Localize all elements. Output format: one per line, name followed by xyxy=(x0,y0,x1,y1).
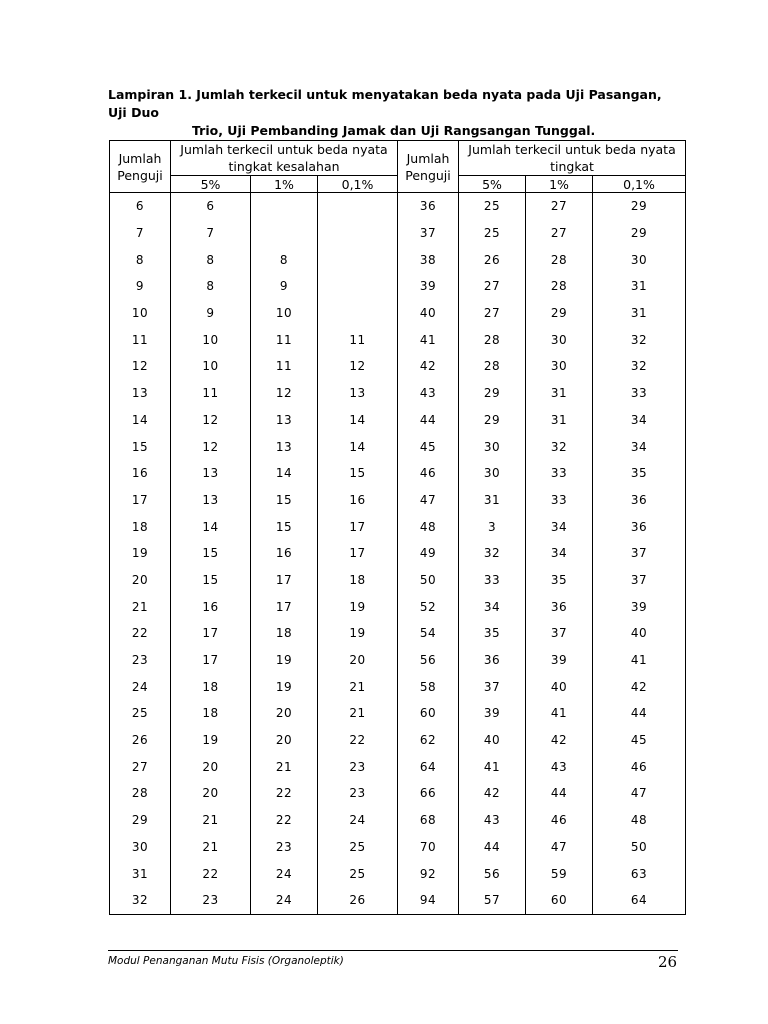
table-cell: 43 xyxy=(459,807,526,834)
table-cell: 12 xyxy=(171,433,251,460)
table-row xyxy=(110,834,686,861)
table-cell: 26 xyxy=(459,246,526,273)
table-cell: 27 xyxy=(526,220,593,247)
table-cell: 20 xyxy=(171,780,251,807)
table-cell: 26 xyxy=(318,887,398,914)
table-cell: 36 xyxy=(526,593,593,620)
table-cell: 19 xyxy=(251,673,318,700)
table-row xyxy=(110,220,686,247)
table-cell: 28 xyxy=(459,353,526,380)
table-cell: 20 xyxy=(251,727,318,754)
table-cell: 14 xyxy=(110,407,171,434)
table-cell: 37 xyxy=(593,567,686,594)
table-cell: 47 xyxy=(398,487,459,514)
table-row xyxy=(110,807,686,834)
table-cell: 13 xyxy=(251,433,318,460)
header-level-1-left: 1% xyxy=(251,176,318,193)
table-cell: 60 xyxy=(526,887,593,914)
table-cell: 14 xyxy=(318,407,398,434)
table-row xyxy=(110,753,686,780)
table-row xyxy=(110,673,686,700)
table-cell: 46 xyxy=(398,460,459,487)
table-cell: 8 xyxy=(110,246,171,273)
table-cell: 22 xyxy=(251,807,318,834)
table-cell: 34 xyxy=(459,593,526,620)
table-cell: 20 xyxy=(171,753,251,780)
table-cell: 24 xyxy=(251,887,318,914)
table-cell: 40 xyxy=(593,620,686,647)
table-cell: 94 xyxy=(398,887,459,914)
table-cell: 35 xyxy=(593,460,686,487)
table-cell: 31 xyxy=(459,487,526,514)
table-cell: 25 xyxy=(318,860,398,887)
table-cell xyxy=(318,246,398,273)
table-cell: 14 xyxy=(251,460,318,487)
significance-table xyxy=(109,140,686,915)
table-cell: 41 xyxy=(526,700,593,727)
table-cell: 36 xyxy=(459,647,526,674)
table-cell: 21 xyxy=(110,593,171,620)
table-cell: 13 xyxy=(171,487,251,514)
table-cell: 16 xyxy=(251,540,318,567)
table-cell: 44 xyxy=(459,834,526,861)
table-cell: 46 xyxy=(526,807,593,834)
table-cell: 47 xyxy=(593,780,686,807)
table-cell: 24 xyxy=(251,860,318,887)
table-cell: 11 xyxy=(171,380,251,407)
table-cell: 7 xyxy=(110,220,171,247)
table-cell: 48 xyxy=(593,807,686,834)
table-cell: 62 xyxy=(398,727,459,754)
table-cell: 20 xyxy=(318,647,398,674)
table-cell: 40 xyxy=(526,673,593,700)
table-cell: 7 xyxy=(171,220,251,247)
table-cell: 11 xyxy=(318,326,398,353)
table-cell: 33 xyxy=(526,460,593,487)
table-cell: 31 xyxy=(593,273,686,300)
table-cell xyxy=(318,273,398,300)
table-cell: 15 xyxy=(171,540,251,567)
title-line-1: Lampiran 1. Jumlah terkecil untuk menyatakan beda nyata pada Uji Pasangan, Uji Duo xyxy=(108,87,662,120)
table-cell: 15 xyxy=(251,487,318,514)
footer-module-title: Modul Penanganan Mutu Fisis (Organoleptik) xyxy=(108,955,344,967)
table-row xyxy=(110,540,686,567)
table-cell: 19 xyxy=(318,593,398,620)
table-row xyxy=(110,433,686,460)
table-cell: 12 xyxy=(251,380,318,407)
table-cell: 29 xyxy=(459,407,526,434)
table-cell: 24 xyxy=(318,807,398,834)
table-cell: 22 xyxy=(251,780,318,807)
table-cell: 40 xyxy=(459,727,526,754)
table-cell: 32 xyxy=(110,887,171,914)
table-cell: 43 xyxy=(526,753,593,780)
table-cell: 34 xyxy=(526,540,593,567)
table-cell: 19 xyxy=(251,647,318,674)
table-cell xyxy=(251,193,318,220)
table-cell: 25 xyxy=(459,193,526,220)
table-row xyxy=(110,246,686,273)
table-row xyxy=(110,380,686,407)
table-cell: 29 xyxy=(459,380,526,407)
header-jumlah-penguji-left: Jumlah Penguji xyxy=(110,141,171,193)
header-level-5-right: 5% xyxy=(459,176,526,193)
table-row xyxy=(110,353,686,380)
table-cell: 66 xyxy=(398,780,459,807)
table-row xyxy=(110,647,686,674)
table-row xyxy=(110,860,686,887)
table-row xyxy=(110,620,686,647)
table-cell: 11 xyxy=(251,326,318,353)
table-cell: 42 xyxy=(459,780,526,807)
table-cell: 11 xyxy=(110,326,171,353)
table-cell: 10 xyxy=(251,300,318,327)
table-cell: 60 xyxy=(398,700,459,727)
table-cell: 45 xyxy=(593,727,686,754)
table-cell: 22 xyxy=(171,860,251,887)
table-cell: 30 xyxy=(459,433,526,460)
table-cell: 44 xyxy=(593,700,686,727)
table-cell: 21 xyxy=(318,700,398,727)
table-cell: 68 xyxy=(398,807,459,834)
table-cell: 12 xyxy=(318,353,398,380)
header-jumlah-penguji-right: Jumlah Penguji xyxy=(398,141,459,193)
table-cell: 37 xyxy=(593,540,686,567)
table-cell: 18 xyxy=(318,567,398,594)
table-cell: 17 xyxy=(318,540,398,567)
table-cell: 33 xyxy=(526,487,593,514)
table-cell: 31 xyxy=(110,860,171,887)
table-cell: 28 xyxy=(526,246,593,273)
table-row xyxy=(110,407,686,434)
table-cell: 43 xyxy=(398,380,459,407)
table-cell: 27 xyxy=(526,193,593,220)
table-cell: 27 xyxy=(459,300,526,327)
table-cell: 13 xyxy=(110,380,171,407)
table-cell: 13 xyxy=(171,460,251,487)
table-cell: 27 xyxy=(459,273,526,300)
table-cell: 15 xyxy=(110,433,171,460)
header-level-01-left: 0,1% xyxy=(318,176,398,193)
table-cell: 33 xyxy=(593,380,686,407)
table-cell: 39 xyxy=(459,700,526,727)
table-cell: 70 xyxy=(398,834,459,861)
table-cell: 16 xyxy=(318,487,398,514)
table-cell: 29 xyxy=(526,300,593,327)
table-cell: 10 xyxy=(171,326,251,353)
table-cell: 42 xyxy=(593,673,686,700)
table-cell xyxy=(318,220,398,247)
table-cell: 57 xyxy=(459,887,526,914)
table-cell: 41 xyxy=(398,326,459,353)
table-cell: 23 xyxy=(318,780,398,807)
table-cell: 18 xyxy=(110,513,171,540)
table-cell: 92 xyxy=(398,860,459,887)
table-cell: 14 xyxy=(171,513,251,540)
table-cell: 19 xyxy=(318,620,398,647)
table-cell: 15 xyxy=(318,460,398,487)
table-cell: 56 xyxy=(459,860,526,887)
table-cell: 33 xyxy=(459,567,526,594)
table-cell: 42 xyxy=(398,353,459,380)
table-cell: 35 xyxy=(526,567,593,594)
table-cell xyxy=(318,193,398,220)
table-cell: 34 xyxy=(593,407,686,434)
table-cell: 3 xyxy=(459,513,526,540)
table-cell: 64 xyxy=(398,753,459,780)
table-cell: 35 xyxy=(459,620,526,647)
table-cell: 18 xyxy=(171,700,251,727)
table-cell: 42 xyxy=(526,727,593,754)
table-cell: 24 xyxy=(110,673,171,700)
table-cell: 50 xyxy=(593,834,686,861)
table-cell xyxy=(318,300,398,327)
table-cell: 47 xyxy=(526,834,593,861)
table-cell: 13 xyxy=(251,407,318,434)
table-cell: 48 xyxy=(398,513,459,540)
table-cell: 26 xyxy=(110,727,171,754)
table-cell: 30 xyxy=(110,834,171,861)
table-cell: 21 xyxy=(251,753,318,780)
table-cell: 10 xyxy=(171,353,251,380)
table-cell: 16 xyxy=(171,593,251,620)
table-cell: 30 xyxy=(526,326,593,353)
table-cell: 50 xyxy=(398,567,459,594)
table-cell: 6 xyxy=(110,193,171,220)
table-cell: 37 xyxy=(459,673,526,700)
table-cell: 44 xyxy=(526,780,593,807)
table-cell: 21 xyxy=(171,807,251,834)
table-cell: 39 xyxy=(593,593,686,620)
table-cell: 17 xyxy=(171,620,251,647)
table-cell: 28 xyxy=(459,326,526,353)
table-cell: 29 xyxy=(593,193,686,220)
table-cell: 34 xyxy=(593,433,686,460)
table-cell: 29 xyxy=(110,807,171,834)
table-row xyxy=(110,727,686,754)
header-group-left: Jumlah terkecil untuk beda nyata tingkat kesalahan xyxy=(171,141,398,176)
table-cell: 37 xyxy=(526,620,593,647)
table-cell: 38 xyxy=(398,246,459,273)
table-cell: 19 xyxy=(171,727,251,754)
table-cell: 23 xyxy=(318,753,398,780)
table-cell: 8 xyxy=(251,246,318,273)
table-cell: 19 xyxy=(110,540,171,567)
table-cell: 18 xyxy=(171,673,251,700)
table-cell: 23 xyxy=(251,834,318,861)
table-cell: 52 xyxy=(398,593,459,620)
table-cell: 30 xyxy=(526,353,593,380)
table-cell: 32 xyxy=(459,540,526,567)
table-cell: 44 xyxy=(398,407,459,434)
table-cell: 32 xyxy=(526,433,593,460)
table-cell: 28 xyxy=(110,780,171,807)
header-level-5-left: 5% xyxy=(171,176,251,193)
table-row xyxy=(110,780,686,807)
footer-divider xyxy=(108,950,678,951)
table-cell: 9 xyxy=(171,300,251,327)
table-cell xyxy=(251,220,318,247)
table-cell: 29 xyxy=(593,220,686,247)
table-row xyxy=(110,300,686,327)
table-row xyxy=(110,700,686,727)
table-row xyxy=(110,487,686,514)
table-cell: 64 xyxy=(593,887,686,914)
table-cell: 45 xyxy=(398,433,459,460)
table-cell: 31 xyxy=(526,407,593,434)
table-cell: 9 xyxy=(110,273,171,300)
table-cell: 39 xyxy=(398,273,459,300)
table-cell: 37 xyxy=(398,220,459,247)
title-line-2: Trio, Uji Pembanding Jamak dan Uji Rangsangan Tunggal. xyxy=(192,123,596,138)
table-cell: 17 xyxy=(171,647,251,674)
table-cell: 21 xyxy=(318,673,398,700)
table-row xyxy=(110,593,686,620)
table-cell: 28 xyxy=(526,273,593,300)
table-row xyxy=(110,273,686,300)
table-cell: 34 xyxy=(526,513,593,540)
table-cell: 20 xyxy=(251,700,318,727)
table-cell: 49 xyxy=(398,540,459,567)
table-cell: 9 xyxy=(251,273,318,300)
table-cell: 41 xyxy=(593,647,686,674)
table-cell: 25 xyxy=(459,220,526,247)
table-cell: 8 xyxy=(171,273,251,300)
table-cell: 36 xyxy=(593,513,686,540)
table-cell: 15 xyxy=(171,567,251,594)
table-cell: 25 xyxy=(110,700,171,727)
table-row xyxy=(110,460,686,487)
table-row xyxy=(110,513,686,540)
table-cell: 56 xyxy=(398,647,459,674)
table-row xyxy=(110,887,686,914)
header-level-01-right: 0,1% xyxy=(593,176,686,193)
header-group-right: Jumlah terkecil untuk beda nyata tingkat xyxy=(459,141,686,176)
table-row xyxy=(110,193,686,220)
table-cell: 8 xyxy=(171,246,251,273)
table-cell: 63 xyxy=(593,860,686,887)
table-cell: 12 xyxy=(171,407,251,434)
table-cell: 12 xyxy=(110,353,171,380)
table-cell: 23 xyxy=(110,647,171,674)
table-cell: 32 xyxy=(593,326,686,353)
header-level-1-right: 1% xyxy=(526,176,593,193)
table-cell: 39 xyxy=(526,647,593,674)
table-cell: 31 xyxy=(593,300,686,327)
table-cell: 30 xyxy=(593,246,686,273)
table-cell: 17 xyxy=(251,593,318,620)
table-cell: 36 xyxy=(398,193,459,220)
table-cell: 15 xyxy=(251,513,318,540)
table-cell: 16 xyxy=(110,460,171,487)
table-cell: 40 xyxy=(398,300,459,327)
table-cell: 17 xyxy=(318,513,398,540)
table-cell: 10 xyxy=(110,300,171,327)
table-cell: 21 xyxy=(171,834,251,861)
table-cell: 41 xyxy=(459,753,526,780)
table-cell: 30 xyxy=(459,460,526,487)
table-cell: 11 xyxy=(251,353,318,380)
document-title xyxy=(108,86,678,140)
table-cell: 22 xyxy=(110,620,171,647)
table-cell: 54 xyxy=(398,620,459,647)
table-cell: 23 xyxy=(171,887,251,914)
table-cell: 25 xyxy=(318,834,398,861)
table-cell: 18 xyxy=(251,620,318,647)
table-row xyxy=(110,326,686,353)
table-cell: 58 xyxy=(398,673,459,700)
page-number: 26 xyxy=(658,953,678,971)
table-cell: 27 xyxy=(110,753,171,780)
table-cell: 14 xyxy=(318,433,398,460)
table-cell: 59 xyxy=(526,860,593,887)
table-cell: 22 xyxy=(318,727,398,754)
table-cell: 17 xyxy=(251,567,318,594)
table-row xyxy=(110,567,686,594)
table-cell: 13 xyxy=(318,380,398,407)
table-cell: 20 xyxy=(110,567,171,594)
table-cell: 6 xyxy=(171,193,251,220)
table-cell: 31 xyxy=(526,380,593,407)
table-body xyxy=(110,193,686,915)
table-cell: 17 xyxy=(110,487,171,514)
table-cell: 36 xyxy=(593,487,686,514)
table-cell: 32 xyxy=(593,353,686,380)
table-cell: 46 xyxy=(593,753,686,780)
